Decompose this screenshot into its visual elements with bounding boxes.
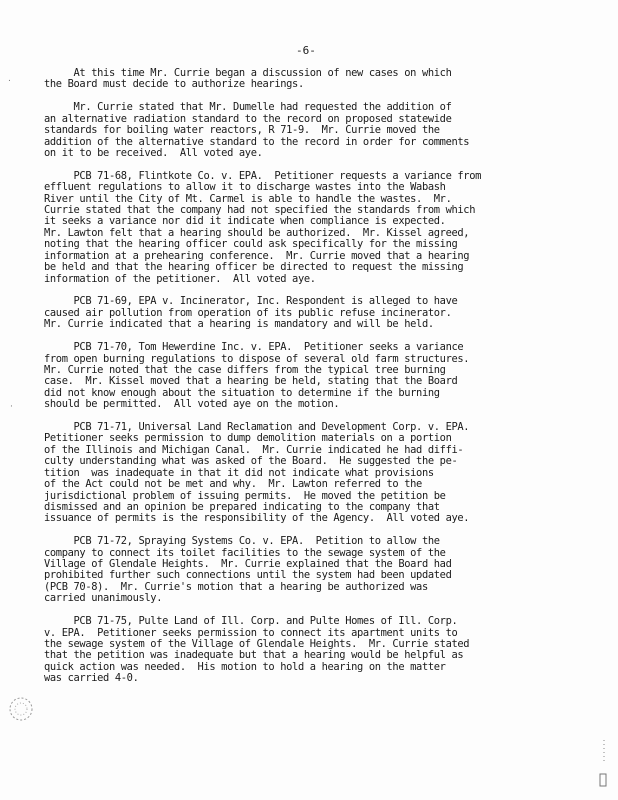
text-line: information at a prehearing conference. Mr. Currie moved that a hearing	[44, 250, 470, 262]
text-line: PCB 71-68, Flintkote Co. v. EPA. Petitioner requests a variance from	[44, 170, 482, 182]
paragraph	[44, 171, 608, 285]
text-line: issuance of permits is the responsibility of the Agency. All voted aye.	[44, 513, 470, 525]
text-line: prohibited further such connections until the system had been updated	[44, 570, 452, 582]
paragraph	[44, 422, 608, 525]
text-line: the Board must decide to authorize hearings.	[44, 79, 304, 91]
text-line: standards for boiling water reactors, R 71-9. Mr. Currie moved the	[44, 125, 440, 137]
text-line: from open burning regulations to dispose of several old farm structures.	[44, 353, 470, 365]
paragraph	[44, 68, 608, 91]
text-line: of the Illinois and Michigan Canal. Mr. Currie indicated he had diffi-	[44, 444, 464, 456]
text-line: Petitioner seeks permission to dump demolition materials on a portion	[44, 433, 452, 445]
text-line: the sewage system of the Village of Glendale Heights. Mr. Currie stated	[44, 638, 470, 650]
text-line: company to connect its toilet facilities to the sewage system of the	[44, 547, 446, 559]
text-line: tition was inadequate in that it did not indicate what provisions	[44, 467, 434, 479]
text-line: did not know enough about the situation to determine if the burning	[44, 387, 440, 399]
text-line: an alternative radiation standard to the record on proposed statewide	[44, 113, 452, 125]
text-line: effluent regulations to allow it to discharge wastes into the Wabash	[44, 182, 446, 194]
text-line: jurisdictional problem of issuing permits. He moved the petition be	[44, 490, 446, 502]
edge-scan-mark	[596, 740, 610, 790]
text-line: be held and that the hearing officer be directed to request the missing	[44, 262, 464, 274]
text-line: addition of the alternative standard to the record in order for comments	[44, 136, 470, 148]
text-line: v. EPA. Petitioner seeks permission to connect its apartment units to	[44, 627, 458, 639]
text-line: River until the City of Mt. Carmel is able to handle the wastes. Mr.	[44, 193, 452, 205]
text-line: that the petition was inadequate but that a hearing would be helpful as	[44, 650, 464, 662]
margin-smudge	[4, 692, 38, 726]
text-line: PCB 71-72, Spraying Systems Co. v. EPA. Petition to allow the	[44, 536, 440, 548]
text-line: of the Act could not be met and why. Mr. Lawton referred to the	[44, 479, 422, 491]
paragraph	[44, 342, 608, 410]
text-line: carried unanimously.	[44, 593, 163, 605]
margin-mark: ·	[10, 402, 13, 412]
text-line: PCB 71-70, Tom Hewerdine Inc. v. EPA. Petitioner seeks a variance	[44, 342, 464, 354]
text-line: information of the petitioner. All voted aye.	[44, 273, 316, 285]
paragraph	[44, 102, 608, 159]
text-line: dismissed and an opinion be prepared indicating to the company that	[44, 501, 440, 513]
text-line: Mr. Lawton felt that a hearing should be authorized. Mr. Kissel agreed,	[44, 227, 470, 239]
text-line: quick action was needed. His motion to hold a hearing on the matter	[44, 661, 446, 673]
text-line: noting that the hearing officer could ask specifically for the missing	[44, 239, 458, 251]
text-line: case. Mr. Kissel moved that a hearing be held, stating that the Board	[44, 376, 458, 388]
text-line: Mr. Currie stated that Mr. Dumelle had requested the addition of	[44, 102, 452, 114]
page-number: -6-	[296, 44, 316, 57]
text-line: PCB 71-75, Pulte Land of Ill. Corp. and Pulte Homes of Ill. Corp.	[44, 616, 458, 628]
text-line: Mr. Currie indicated that a hearing is mandatory and will be held.	[44, 319, 434, 331]
text-line: was carried 4-0.	[44, 673, 139, 685]
paragraph	[44, 536, 608, 604]
text-line: (PCB 70-8). Mr. Currie's motion that a hearing be authorized was	[44, 581, 428, 593]
paragraph	[44, 616, 608, 684]
text-line: should be permitted. All voted aye on the motion.	[44, 399, 340, 411]
paragraph	[44, 296, 608, 330]
text-line: on it to be received. All voted aye.	[44, 147, 263, 159]
text-line: culty understanding what was asked of the Board. He suggested the pe-	[44, 456, 458, 468]
text-line: PCB 71-71, Universal Land Reclamation and Development Corp. v. EPA.	[44, 422, 470, 434]
text-line: caused air pollution from operation of its public refuse incinerator.	[44, 307, 452, 319]
text-line: it seeks a variance nor did it indicate when compliance is expected.	[44, 216, 446, 228]
text-line: Village of Glendale Heights. Mr. Currie explained that the Board had	[44, 559, 452, 571]
text-line: PCB 71-69, EPA v. Incinerator, Inc. Respondent is alleged to have	[44, 296, 458, 308]
text-line: Currie stated that the company had not specified the standards from which	[44, 205, 476, 217]
text-line: Mr. Currie noted that the case differs from the typical tree burning	[44, 364, 446, 376]
text-line: At this time Mr. Currie began a discussion of new cases on which	[44, 68, 452, 79]
margin-mark: .	[8, 74, 11, 84]
document-body	[44, 68, 608, 696]
